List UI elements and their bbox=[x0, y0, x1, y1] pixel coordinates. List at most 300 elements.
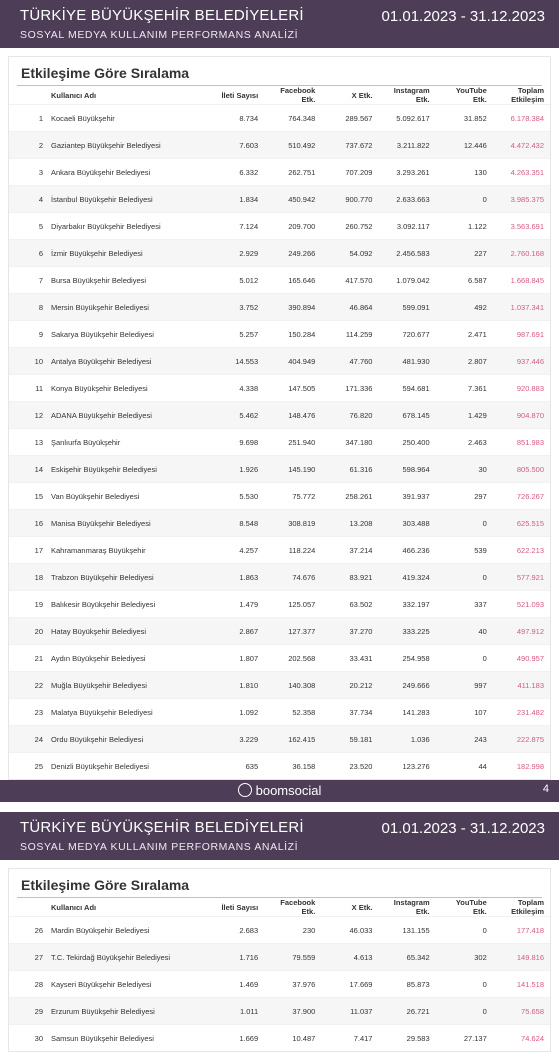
cell-user-name: Trabzon Büyükşehir Belediyesi bbox=[51, 564, 207, 591]
ranking-card bbox=[8, 868, 551, 1052]
cell-facebook: 165.646 bbox=[264, 267, 321, 294]
page-gap bbox=[0, 802, 559, 812]
cell-facebook: 202.568 bbox=[264, 645, 321, 672]
cell-posts: 1.011 bbox=[207, 998, 264, 1025]
cell-posts: 2.683 bbox=[207, 917, 264, 944]
cell-rank: 22 bbox=[9, 672, 51, 699]
cell-instagram: 594.681 bbox=[378, 375, 435, 402]
table-row bbox=[9, 321, 550, 348]
cell-x: 4.613 bbox=[321, 944, 378, 971]
cell-x: 23.520 bbox=[321, 753, 378, 780]
cell-total: 851.983 bbox=[493, 429, 550, 456]
cell-total: 937.446 bbox=[493, 348, 550, 375]
cell-x: 7.417 bbox=[321, 1025, 378, 1052]
cell-posts: 4.257 bbox=[207, 537, 264, 564]
cell-rank: 6 bbox=[9, 240, 51, 267]
cell-instagram: 254.958 bbox=[378, 645, 435, 672]
cell-rank: 29 bbox=[9, 998, 51, 1025]
cell-posts: 3.229 bbox=[207, 726, 264, 753]
cell-instagram: 598.964 bbox=[378, 456, 435, 483]
cell-x: 289.567 bbox=[321, 105, 378, 132]
cell-youtube: 0 bbox=[436, 971, 493, 998]
cell-x: 20.212 bbox=[321, 672, 378, 699]
cell-youtube: 107 bbox=[436, 699, 493, 726]
cell-x: 17.669 bbox=[321, 971, 378, 998]
cell-user-name: Denizli Büyükşehir Belediyesi bbox=[51, 753, 207, 780]
cell-instagram: 303.488 bbox=[378, 510, 435, 537]
cell-user-name: Şanlıurfa Büyükşehir bbox=[51, 429, 207, 456]
cell-instagram: 249.666 bbox=[378, 672, 435, 699]
cell-posts: 1.092 bbox=[207, 699, 264, 726]
cell-posts: 8.548 bbox=[207, 510, 264, 537]
cell-youtube: 0 bbox=[436, 998, 493, 1025]
cell-facebook: 404.949 bbox=[264, 348, 321, 375]
cell-user-name: ADANA Büyükşehir Belediyesi bbox=[51, 402, 207, 429]
cell-x: 54.092 bbox=[321, 240, 378, 267]
cell-youtube: 31.852 bbox=[436, 105, 493, 132]
table-body bbox=[9, 917, 550, 1052]
table-row bbox=[9, 402, 550, 429]
cell-youtube: 492 bbox=[436, 294, 493, 321]
cell-rank: 3 bbox=[9, 159, 51, 186]
cell-youtube: 243 bbox=[436, 726, 493, 753]
cell-total: 4.472.432 bbox=[493, 132, 550, 159]
ranking-table bbox=[9, 898, 550, 1051]
cell-total: 141.518 bbox=[493, 971, 550, 998]
cell-instagram: 2.456.583 bbox=[378, 240, 435, 267]
cell-instagram: 3.092.117 bbox=[378, 213, 435, 240]
cell-user-name: Mersin Büyükşehir Belediyesi bbox=[51, 294, 207, 321]
cell-posts: 4.338 bbox=[207, 375, 264, 402]
cell-youtube: 0 bbox=[436, 510, 493, 537]
cell-youtube: 337 bbox=[436, 591, 493, 618]
col-facebook: Facebook Etk. bbox=[280, 86, 316, 104]
cell-youtube: 2.471 bbox=[436, 321, 493, 348]
cell-total: 6.178.384 bbox=[493, 105, 550, 132]
cell-posts: 5.257 bbox=[207, 321, 264, 348]
cell-posts: 1.669 bbox=[207, 1025, 264, 1052]
cell-x: 13.208 bbox=[321, 510, 378, 537]
cell-facebook: 125.057 bbox=[264, 591, 321, 618]
cell-user-name: Konya Büyükşehir Belediyesi bbox=[51, 375, 207, 402]
cell-instagram: 599.091 bbox=[378, 294, 435, 321]
cell-x: 33.431 bbox=[321, 645, 378, 672]
report-header bbox=[0, 812, 559, 860]
cell-facebook: 37.976 bbox=[264, 971, 321, 998]
cell-x: 47.760 bbox=[321, 348, 378, 375]
col-youtube: YouTube Etk. bbox=[455, 86, 487, 104]
section-title: Etkileşime Göre Sıralama bbox=[21, 65, 190, 81]
cell-x: 46.864 bbox=[321, 294, 378, 321]
date-range: 01.01.2023 - 31.12.2023 bbox=[381, 820, 545, 837]
col-user: Kullanıcı Adı bbox=[51, 902, 97, 912]
cell-rank: 25 bbox=[9, 753, 51, 780]
cell-facebook: 308.819 bbox=[264, 510, 321, 537]
cell-total: 497.912 bbox=[493, 618, 550, 645]
cell-user-name: Kayseri Büyükşehir Belediyesi bbox=[51, 971, 207, 998]
ranking-card bbox=[8, 56, 551, 780]
cell-posts: 7.124 bbox=[207, 213, 264, 240]
cell-total: 1.668.845 bbox=[493, 267, 550, 294]
cell-youtube: 1.122 bbox=[436, 213, 493, 240]
table-row bbox=[9, 267, 550, 294]
section-title: Etkileşime Göre Sıralama bbox=[21, 877, 190, 893]
cell-facebook: 145.190 bbox=[264, 456, 321, 483]
cell-rank: 9 bbox=[9, 321, 51, 348]
page-number: 4 bbox=[542, 783, 549, 795]
cell-user-name: Diyarbakır Büyükşehir Belediyesi bbox=[51, 213, 207, 240]
table-row bbox=[9, 699, 550, 726]
cell-total: 987.691 bbox=[493, 321, 550, 348]
table-row bbox=[9, 429, 550, 456]
col-total: Toplam Etkileşim bbox=[511, 86, 544, 104]
cell-facebook: 118.224 bbox=[264, 537, 321, 564]
cell-total: 182.998 bbox=[493, 753, 550, 780]
cell-total: 2.760.168 bbox=[493, 240, 550, 267]
cell-user-name: Hatay Büyükşehir Belediyesi bbox=[51, 618, 207, 645]
cell-user-name: İzmir Büyükşehir Belediyesi bbox=[51, 240, 207, 267]
cell-user-name: Sakarya Büyükşehir Belediyesi bbox=[51, 321, 207, 348]
cell-posts: 1.479 bbox=[207, 591, 264, 618]
cell-posts: 5.012 bbox=[207, 267, 264, 294]
cell-x: 61.316 bbox=[321, 456, 378, 483]
cell-youtube: 0 bbox=[436, 564, 493, 591]
col-posts: İleti Sayısı bbox=[221, 902, 259, 912]
cell-total: 3.563.691 bbox=[493, 213, 550, 240]
cell-x: 11.037 bbox=[321, 998, 378, 1025]
cell-youtube: 2.463 bbox=[436, 429, 493, 456]
report-title: TÜRKİYE BÜYÜKŞEHİR BELEDİYELERİ bbox=[20, 819, 304, 836]
table-header-row bbox=[9, 898, 550, 917]
cell-total: 3.985.375 bbox=[493, 186, 550, 213]
cell-youtube: 297 bbox=[436, 483, 493, 510]
cell-rank: 30 bbox=[9, 1025, 51, 1052]
cell-youtube: 7.361 bbox=[436, 375, 493, 402]
cell-youtube: 0 bbox=[436, 186, 493, 213]
cell-total: 177.418 bbox=[493, 917, 550, 944]
cell-user-name: Aydın Büyükşehir Belediyesi bbox=[51, 645, 207, 672]
cell-instagram: 141.283 bbox=[378, 699, 435, 726]
table-row bbox=[9, 944, 550, 971]
table-row bbox=[9, 645, 550, 672]
report-title: TÜRKİYE BÜYÜKŞEHİR BELEDİYELERİ bbox=[20, 7, 304, 24]
cell-instagram: 333.225 bbox=[378, 618, 435, 645]
cell-facebook: 450.942 bbox=[264, 186, 321, 213]
table-row bbox=[9, 971, 550, 998]
cell-facebook: 249.266 bbox=[264, 240, 321, 267]
cell-youtube: 2.807 bbox=[436, 348, 493, 375]
cell-facebook: 764.348 bbox=[264, 105, 321, 132]
cell-facebook: 36.158 bbox=[264, 753, 321, 780]
cell-total: 490.957 bbox=[493, 645, 550, 672]
cell-user-name: İstanbul Büyükşehir Belediyesi bbox=[51, 186, 207, 213]
cell-posts: 7.603 bbox=[207, 132, 264, 159]
cell-x: 258.261 bbox=[321, 483, 378, 510]
cell-instagram: 85.873 bbox=[378, 971, 435, 998]
table-row bbox=[9, 564, 550, 591]
cell-facebook: 230 bbox=[264, 917, 321, 944]
cell-user-name: Van Büyükşehir Belediyesi bbox=[51, 483, 207, 510]
cell-x: 900.770 bbox=[321, 186, 378, 213]
cell-youtube: 539 bbox=[436, 537, 493, 564]
cell-user-name: Muğla Büyükşehir Belediyesi bbox=[51, 672, 207, 699]
cell-instagram: 3.211.822 bbox=[378, 132, 435, 159]
cell-user-name: T.C. Tekirdağ Büyükşehir Belediyesi bbox=[51, 944, 207, 971]
table-row bbox=[9, 213, 550, 240]
cell-facebook: 147.505 bbox=[264, 375, 321, 402]
cell-posts: 1.863 bbox=[207, 564, 264, 591]
cell-rank: 18 bbox=[9, 564, 51, 591]
table-row bbox=[9, 917, 550, 944]
cell-youtube: 0 bbox=[436, 917, 493, 944]
table-row bbox=[9, 240, 550, 267]
cell-user-name: Bursa Büyükşehir Belediyesi bbox=[51, 267, 207, 294]
cell-rank: 12 bbox=[9, 402, 51, 429]
cell-x: 59.181 bbox=[321, 726, 378, 753]
cell-user-name: Samsun Büyükşehir Belediyesi bbox=[51, 1025, 207, 1052]
cell-posts: 635 bbox=[207, 753, 264, 780]
table-row bbox=[9, 132, 550, 159]
cell-posts: 6.332 bbox=[207, 159, 264, 186]
cell-user-name: Mardin Büyükşehir Belediyesi bbox=[51, 917, 207, 944]
cell-posts: 1.834 bbox=[207, 186, 264, 213]
table-row bbox=[9, 348, 550, 375]
cell-total: 904.870 bbox=[493, 402, 550, 429]
cell-rank: 17 bbox=[9, 537, 51, 564]
cell-instagram: 65.342 bbox=[378, 944, 435, 971]
cell-instagram: 3.293.261 bbox=[378, 159, 435, 186]
col-facebook: Facebook Etk. bbox=[280, 898, 316, 916]
cell-youtube: 0 bbox=[436, 645, 493, 672]
cell-instagram: 481.930 bbox=[378, 348, 435, 375]
cell-total: 222.875 bbox=[493, 726, 550, 753]
cell-instagram: 1.036 bbox=[378, 726, 435, 753]
table-header-row bbox=[9, 86, 550, 105]
cell-total: 625.515 bbox=[493, 510, 550, 537]
cell-youtube: 27.137 bbox=[436, 1025, 493, 1052]
table-row bbox=[9, 510, 550, 537]
cell-user-name: Manisa Büyükşehir Belediyesi bbox=[51, 510, 207, 537]
cell-facebook: 79.559 bbox=[264, 944, 321, 971]
cell-x: 114.259 bbox=[321, 321, 378, 348]
col-rank bbox=[9, 898, 51, 917]
cell-youtube: 1.429 bbox=[436, 402, 493, 429]
cell-facebook: 209.700 bbox=[264, 213, 321, 240]
cell-total: 74.624 bbox=[493, 1025, 550, 1052]
cell-total: 231.482 bbox=[493, 699, 550, 726]
cell-instagram: 419.324 bbox=[378, 564, 435, 591]
cell-facebook: 150.284 bbox=[264, 321, 321, 348]
col-instagram: Instagram Etk. bbox=[393, 898, 430, 916]
cell-rank: 7 bbox=[9, 267, 51, 294]
col-posts: İleti Sayısı bbox=[221, 90, 259, 100]
cell-posts: 1.807 bbox=[207, 645, 264, 672]
cell-instagram: 332.197 bbox=[378, 591, 435, 618]
table-row bbox=[9, 537, 550, 564]
cell-posts: 9.698 bbox=[207, 429, 264, 456]
table-row bbox=[9, 591, 550, 618]
cell-rank: 16 bbox=[9, 510, 51, 537]
cell-total: 4.263.351 bbox=[493, 159, 550, 186]
cell-posts: 8.734 bbox=[207, 105, 264, 132]
cell-user-name: Malatya Büyükşehir Belediyesi bbox=[51, 699, 207, 726]
cell-rank: 4 bbox=[9, 186, 51, 213]
cell-total: 1.037.341 bbox=[493, 294, 550, 321]
cell-facebook: 251.940 bbox=[264, 429, 321, 456]
cell-x: 171.336 bbox=[321, 375, 378, 402]
cell-instagram: 466.236 bbox=[378, 537, 435, 564]
cell-x: 76.820 bbox=[321, 402, 378, 429]
cell-rank: 27 bbox=[9, 944, 51, 971]
cell-rank: 21 bbox=[9, 645, 51, 672]
cell-x: 37.214 bbox=[321, 537, 378, 564]
cell-user-name: Ankara Büyükşehir Belediyesi bbox=[51, 159, 207, 186]
cell-instagram: 26.721 bbox=[378, 998, 435, 1025]
table-row bbox=[9, 726, 550, 753]
table-body bbox=[9, 105, 550, 780]
cell-instagram: 5.092.617 bbox=[378, 105, 435, 132]
cell-posts: 2.929 bbox=[207, 240, 264, 267]
cell-rank: 5 bbox=[9, 213, 51, 240]
cell-facebook: 74.676 bbox=[264, 564, 321, 591]
cell-x: 46.033 bbox=[321, 917, 378, 944]
cell-rank: 14 bbox=[9, 456, 51, 483]
cell-instagram: 123.276 bbox=[378, 753, 435, 780]
cell-rank: 20 bbox=[9, 618, 51, 645]
table-row bbox=[9, 375, 550, 402]
table-row bbox=[9, 1025, 550, 1052]
col-user: Kullanıcı Adı bbox=[51, 90, 97, 100]
cell-total: 726.267 bbox=[493, 483, 550, 510]
cell-facebook: 10.487 bbox=[264, 1025, 321, 1052]
cell-x: 737.672 bbox=[321, 132, 378, 159]
table-row bbox=[9, 105, 550, 132]
cell-youtube: 302 bbox=[436, 944, 493, 971]
cell-youtube: 40 bbox=[436, 618, 493, 645]
cell-total: 411.183 bbox=[493, 672, 550, 699]
cell-user-name: Erzurum Büyükşehir Belediyesi bbox=[51, 998, 207, 1025]
table-row bbox=[9, 456, 550, 483]
table-row bbox=[9, 294, 550, 321]
cell-facebook: 140.308 bbox=[264, 672, 321, 699]
cell-instagram: 678.145 bbox=[378, 402, 435, 429]
cell-facebook: 390.894 bbox=[264, 294, 321, 321]
cell-facebook: 75.772 bbox=[264, 483, 321, 510]
cell-x: 417.570 bbox=[321, 267, 378, 294]
cell-total: 521.093 bbox=[493, 591, 550, 618]
cell-youtube: 130 bbox=[436, 159, 493, 186]
cell-rank: 15 bbox=[9, 483, 51, 510]
col-x: X Etk. bbox=[351, 90, 373, 100]
cell-youtube: 44 bbox=[436, 753, 493, 780]
col-rank bbox=[9, 86, 51, 105]
cell-instagram: 250.400 bbox=[378, 429, 435, 456]
cell-youtube: 6.587 bbox=[436, 267, 493, 294]
boomsocial-logo-icon bbox=[238, 783, 252, 797]
cell-rank: 10 bbox=[9, 348, 51, 375]
cell-rank: 11 bbox=[9, 375, 51, 402]
report-subtitle: SOSYAL MEDYA KULLANIM PERFORMANS ANALİZİ bbox=[20, 841, 299, 853]
cell-facebook: 510.492 bbox=[264, 132, 321, 159]
table-row bbox=[9, 753, 550, 780]
cell-youtube: 227 bbox=[436, 240, 493, 267]
cell-user-name: Balıkesir Büyükşehir Belediyesi bbox=[51, 591, 207, 618]
cell-instagram: 720.677 bbox=[378, 321, 435, 348]
ranking-table bbox=[9, 86, 550, 779]
cell-x: 37.734 bbox=[321, 699, 378, 726]
table-row bbox=[9, 672, 550, 699]
cell-x: 347.180 bbox=[321, 429, 378, 456]
cell-x: 63.502 bbox=[321, 591, 378, 618]
report-header bbox=[0, 0, 559, 48]
cell-total: 577.921 bbox=[493, 564, 550, 591]
table-row bbox=[9, 618, 550, 645]
cell-total: 920.883 bbox=[493, 375, 550, 402]
cell-rank: 19 bbox=[9, 591, 51, 618]
cell-youtube: 12.446 bbox=[436, 132, 493, 159]
report-subtitle: SOSYAL MEDYA KULLANIM PERFORMANS ANALİZİ bbox=[20, 29, 299, 41]
col-instagram: Instagram Etk. bbox=[393, 86, 430, 104]
cell-x: 260.752 bbox=[321, 213, 378, 240]
table-row bbox=[9, 483, 550, 510]
cell-user-name: Kocaeli Büyükşehir bbox=[51, 105, 207, 132]
cell-posts: 5.530 bbox=[207, 483, 264, 510]
cell-rank: 13 bbox=[9, 429, 51, 456]
cell-posts: 1.810 bbox=[207, 672, 264, 699]
report-footer bbox=[0, 780, 559, 802]
cell-rank: 26 bbox=[9, 917, 51, 944]
cell-rank: 2 bbox=[9, 132, 51, 159]
cell-instagram: 131.155 bbox=[378, 917, 435, 944]
cell-total: 149.816 bbox=[493, 944, 550, 971]
cell-user-name: Gaziantep Büyükşehir Belediyesi bbox=[51, 132, 207, 159]
cell-rank: 24 bbox=[9, 726, 51, 753]
cell-posts: 1.926 bbox=[207, 456, 264, 483]
report-page-2 bbox=[0, 812, 559, 1052]
col-total: Toplam Etkileşim bbox=[511, 898, 544, 916]
cell-x: 707.209 bbox=[321, 159, 378, 186]
cell-instagram: 2.633.663 bbox=[378, 186, 435, 213]
cell-facebook: 127.377 bbox=[264, 618, 321, 645]
cell-user-name: Eskişehir Büyükşehir Belediyesi bbox=[51, 456, 207, 483]
cell-posts: 14.553 bbox=[207, 348, 264, 375]
cell-facebook: 37.900 bbox=[264, 998, 321, 1025]
table-row bbox=[9, 159, 550, 186]
cell-rank: 8 bbox=[9, 294, 51, 321]
cell-user-name: Kahramanmaraş Büyükşehir bbox=[51, 537, 207, 564]
cell-facebook: 262.751 bbox=[264, 159, 321, 186]
cell-total: 805.500 bbox=[493, 456, 550, 483]
cell-user-name: Ordu Büyükşehir Belediyesi bbox=[51, 726, 207, 753]
brand bbox=[0, 783, 559, 798]
cell-posts: 3.752 bbox=[207, 294, 264, 321]
cell-facebook: 162.415 bbox=[264, 726, 321, 753]
cell-posts: 1.469 bbox=[207, 971, 264, 998]
cell-instagram: 29.583 bbox=[378, 1025, 435, 1052]
table-row bbox=[9, 998, 550, 1025]
col-x: X Etk. bbox=[351, 902, 373, 912]
cell-total: 622.213 bbox=[493, 537, 550, 564]
cell-x: 83.921 bbox=[321, 564, 378, 591]
cell-total: 75.658 bbox=[493, 998, 550, 1025]
brand-name: boomsocial bbox=[255, 783, 322, 798]
date-range: 01.01.2023 - 31.12.2023 bbox=[381, 8, 545, 25]
table-row bbox=[9, 186, 550, 213]
cell-youtube: 30 bbox=[436, 456, 493, 483]
cell-rank: 1 bbox=[9, 105, 51, 132]
cell-posts: 1.716 bbox=[207, 944, 264, 971]
cell-facebook: 148.476 bbox=[264, 402, 321, 429]
